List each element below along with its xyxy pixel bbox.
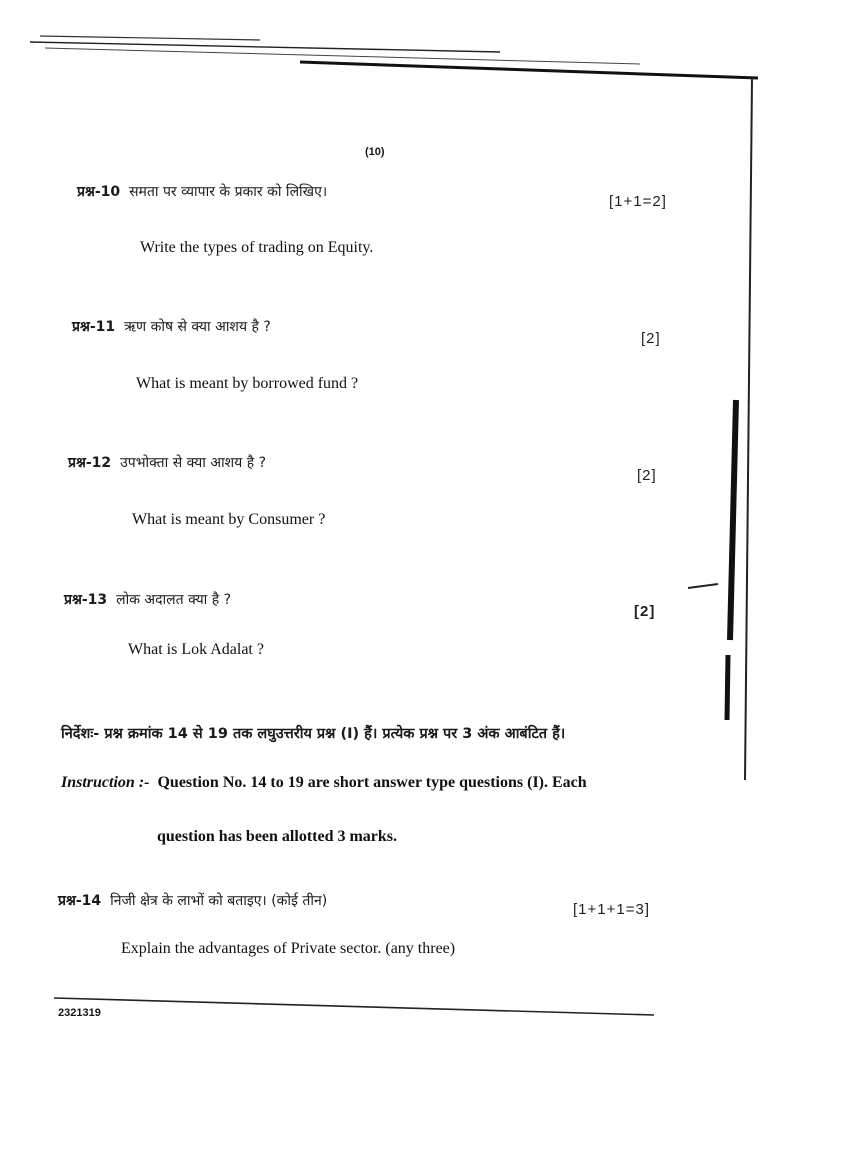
question-14-hindi — [58, 891, 327, 910]
question-14-hindi-text: निजी क्षेत्र के लाभों को बताइए। (कोई तीन) — [110, 893, 328, 909]
instruction-english-line-2: question has been allotted 3 marks. — [157, 828, 398, 845]
question-13-marks: [2] — [634, 603, 656, 620]
page-number: (10) — [365, 146, 385, 158]
instruction-hindi: निर्देशः- प्रश्न क्रमांक 14 से 19 तक लघुउत्तरीय प्रश्न (I) हैं। प्रत्येक प्रश्न पर 3 अंक आबंटित हैं। — [61, 726, 566, 742]
instruction-english-line-1 — [61, 774, 587, 792]
question-11-hindi — [72, 317, 271, 336]
question-14-marks: [1+1+1=3] — [573, 901, 650, 918]
question-14-english: Explain the advantages of Private sector. (any three) — [121, 940, 456, 957]
question-10-english: Write the types of trading on Equity. — [140, 239, 374, 256]
instruction-lead: Instruction :- — [61, 774, 150, 791]
question-10-marks: [1+1=2] — [609, 193, 667, 210]
question-13-hindi-text: लोक अदालत क्या है ? — [116, 592, 232, 608]
question-14-number: प्रश्न-14 — [58, 893, 102, 909]
question-12-marks: [2] — [637, 467, 657, 484]
instruction-text-1: Question No. 14 to 19 are short answer type questions (I). Each — [157, 774, 587, 791]
question-11-number: प्रश्न-11 — [72, 319, 116, 335]
question-11-hindi-text: ऋण कोष से क्या आशय है ? — [124, 319, 271, 335]
question-13-hindi — [64, 590, 231, 609]
question-11-marks: [2] — [641, 330, 661, 347]
question-12-number: प्रश्न-12 — [68, 455, 112, 471]
question-10-hindi-text: समता पर व्यापार के प्रकार को लिखिए। — [129, 184, 328, 200]
question-12-hindi-text: उपभोक्ता से क्या आशय है ? — [120, 455, 267, 471]
question-11-english: What is meant by borrowed fund ? — [136, 375, 359, 392]
question-12-english: What is meant by Consumer ? — [132, 511, 326, 528]
paper-code: 2321319 — [58, 1007, 101, 1019]
question-13-english: What is Lok Adalat ? — [128, 641, 264, 658]
question-10-number: प्रश्न-10 — [77, 184, 121, 200]
question-10-hindi — [77, 182, 327, 201]
question-12-hindi — [68, 453, 266, 472]
question-13-number: प्रश्न-13 — [64, 592, 108, 608]
